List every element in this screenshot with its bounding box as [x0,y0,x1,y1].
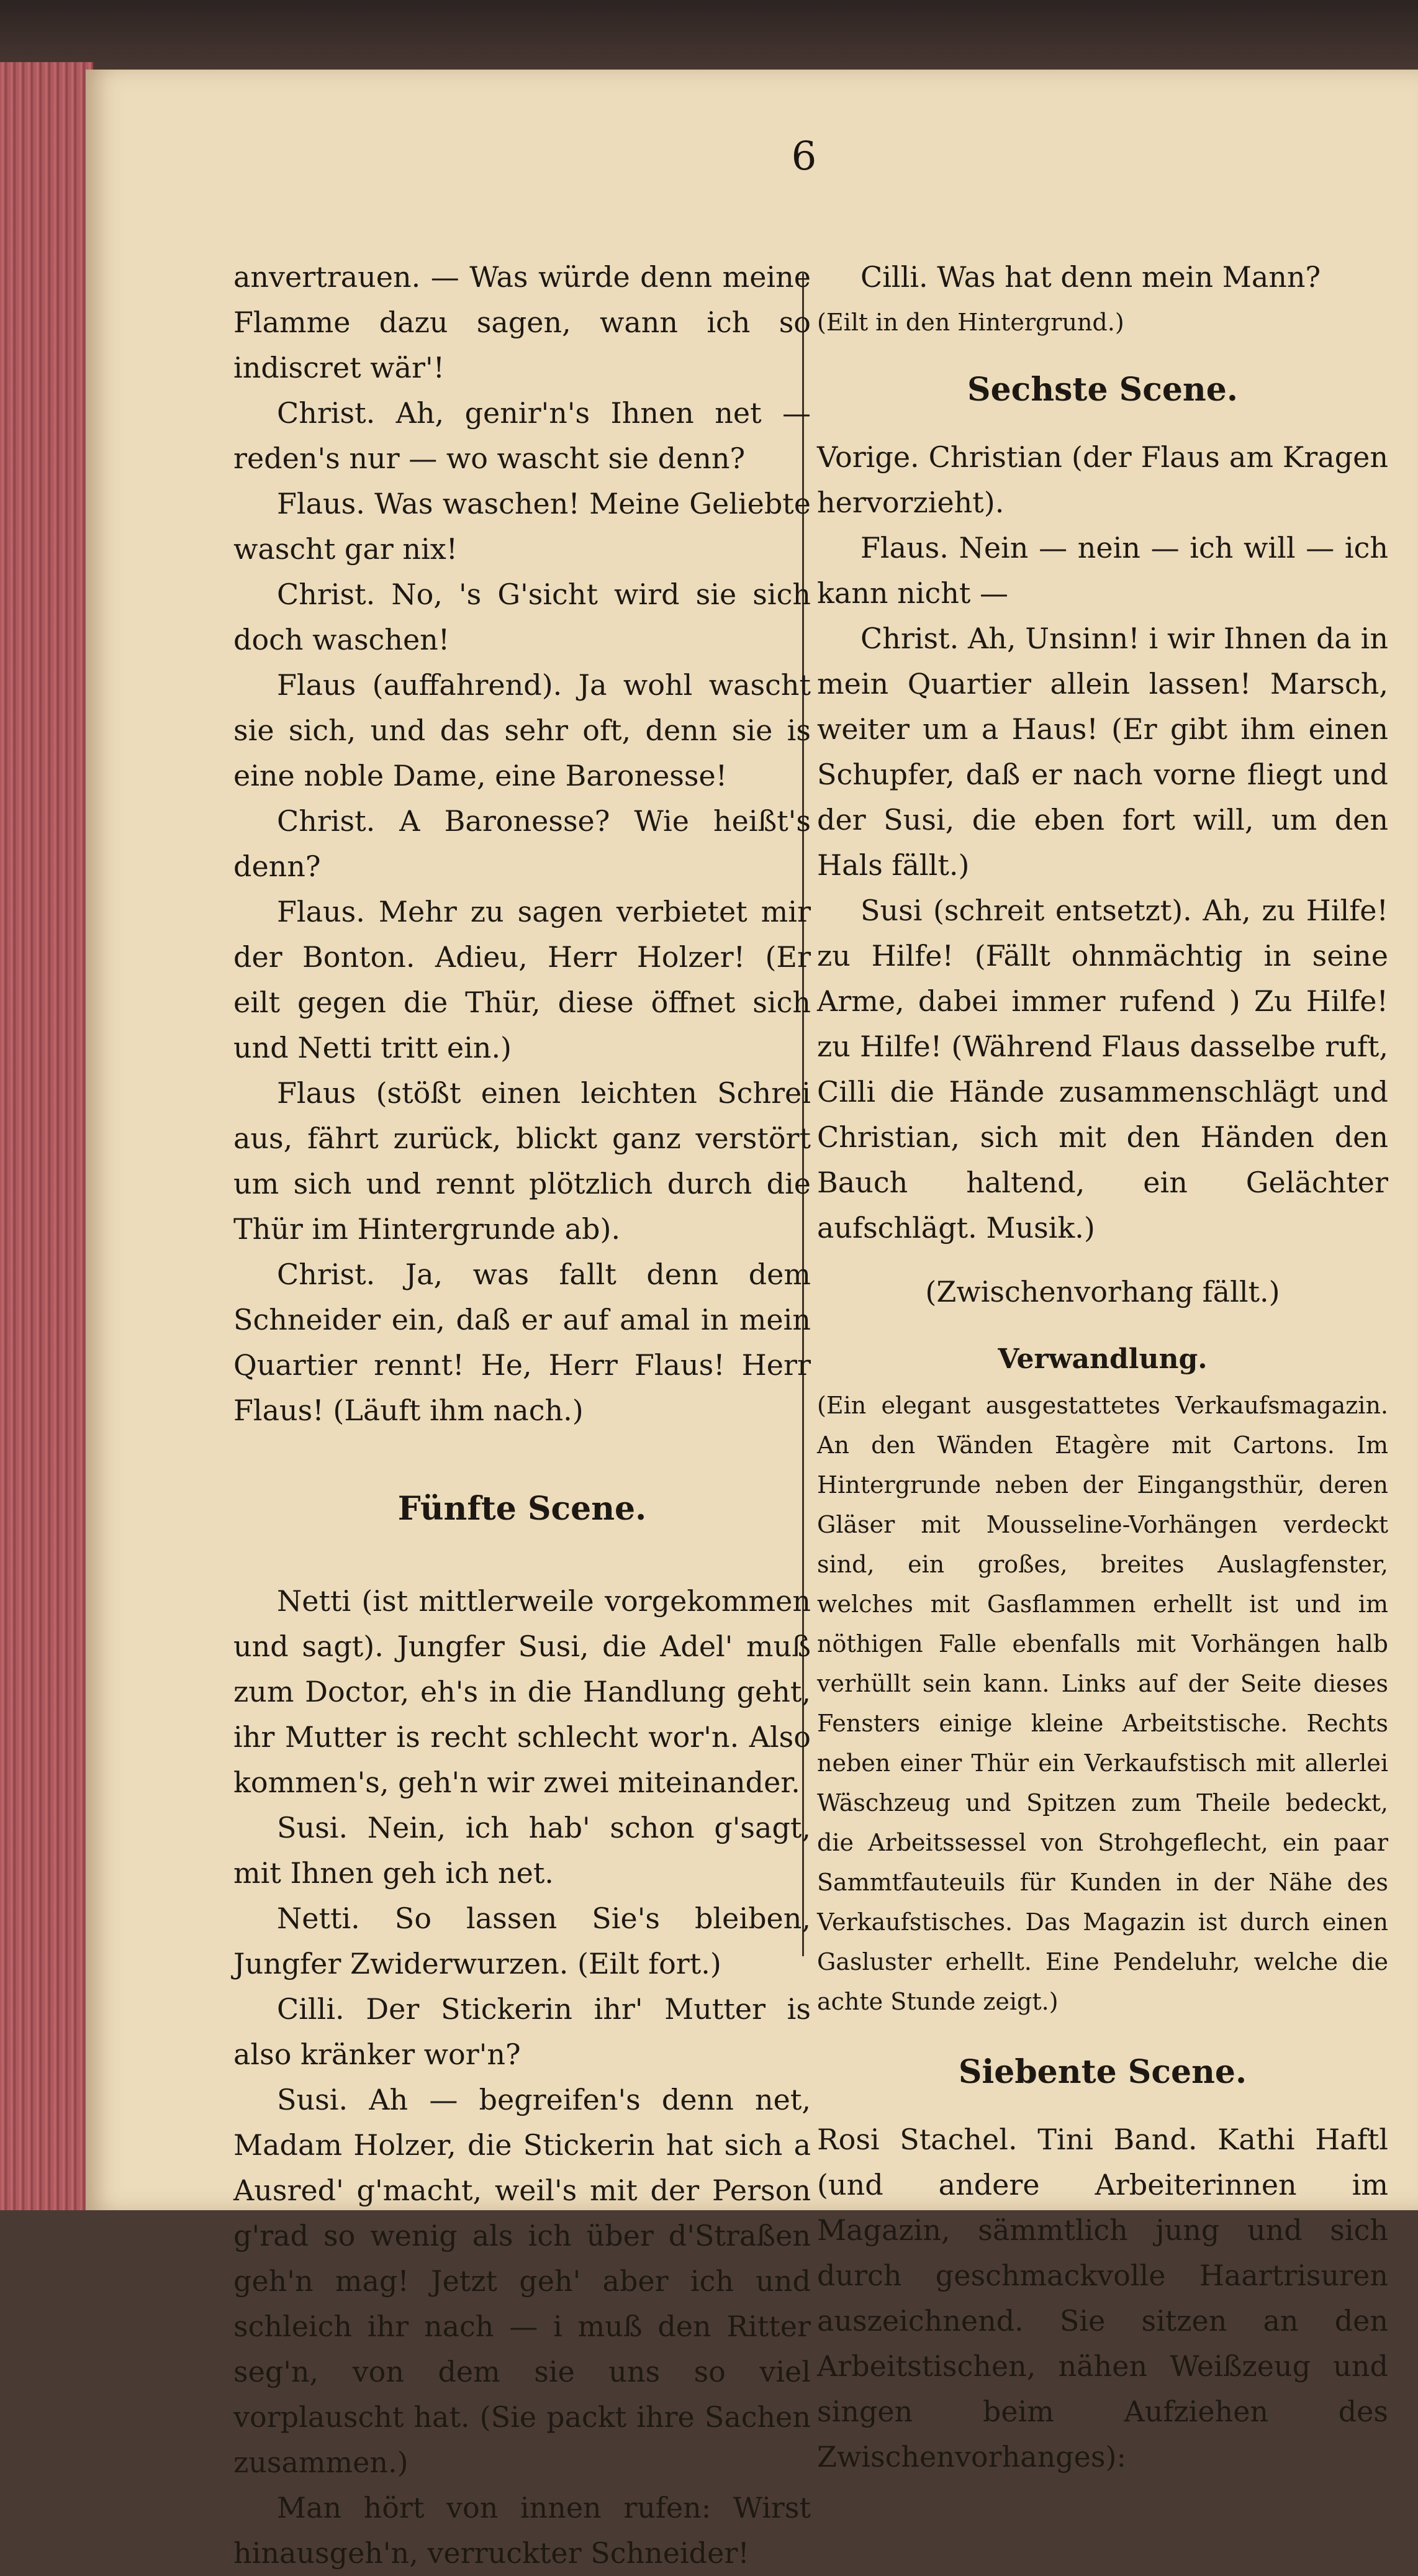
book-edge [0,62,93,2210]
scan-background [0,0,1418,75]
paragraph: Christ. Ja, was fallt denn dem Schneider ein, daß er auf amal in mein Quartier rennt! He, Herr Flaus! Herr Flaus! (Läuft ihm nach.) [233,1258,811,1427]
paragraph: Netti (ist mittlerweile vorgekommen und sagt). Jungfer Susi, die Adel' muß zum Doctor, eh's in die Handlung geht, ihr Mutter is recht schlecht wor'n. Also kommen's, geh'n wir zwei miteinander. [233,1584,811,1799]
paragraph: Flaus. Was waschen! Meine Geliebte wascht gar nix! [233,487,811,566]
paragraph: Cilli. Was hat denn mein Mann? [860,260,1321,294]
paragraph: Cilli. Der Stickerin ihr' Mutter is also kränker wor'n? [233,1992,811,2071]
paragraph: Susi (schreit entsetzt). Ah, zu Hilfe! zu Hilfe! (Fällt ohnmächtig in seine Arme, dabei immer rufend ) Zu Hilfe! zu Hilfe! (Während Flaus dasselbe ruft, Cilli die Hände zusammenschlägt und Christian, sich mit den Händen den Bauch haltend, ein Gelächter aufschlägt. Musik.) [817,894,1388,1245]
paragraph: Christ. A Baronesse? Wie heißt's denn? [233,804,811,883]
paragraph: Susi. Nein, ich hab' schon g'sagt, mit Ihnen geh ich net. [233,1811,811,1890]
stage-description: (Ein elegant ausgestattetes Verkaufsmagazin. An den Wänden Etagère mit Cartons. Im Hintergrunde neben der Eingangsthür, deren Gläser mit Mousseline-Vorhängen verdeckt sind, ein großes, breites Auslagfenster, welches mit Gasflammen erhellt ist und im nöthigen Falle ebenfalls mit Vorhängen halb verhüllt sein kann. Links auf der Seite dieses Fensters einige kleine Arbeitstische. Rechts neben einer Thür ein Verkaufstisch mit allerlei Wäschzeug und Spitzen zum Theile bedeckt, die Arbeitssessel von Strohgeflecht, ein paar Sammtfauteuils für Kunden in der Nähe des Verkaufstisches. Das Magazin ist durch einen Gasluster erhellt. Eine Pendeluhr, welche die achte Stunde zeigt.) [817,1392,1388,2015]
paragraph: Christ. Ah, Unsinn! i wir Ihnen da in mein Quartier allein lassen! Marsch, weiter um a Haus! (Er gibt ihm einen Schupfer, daß er nach vorne fliegt und der Susi, die eben fort will, um den Hals fällt.) [817,622,1388,882]
paragraph: Flaus (stößt einen leichten Schrei aus, fährt zurück, blickt ganz verstört um sich und rennt plötzlich durch die Thür im Hintergrunde ab). [233,1076,811,1246]
paragraph: Man hört von innen rufen: Wirst hinausgeh'n, verruckter Schneider! [233,2491,811,2570]
paragraph: anvertrauen. — Was würde denn meine Flamme dazu sagen, wann ich so indiscret wär'! [233,260,811,384]
scene-heading-6: Sechste Scene. [967,371,1238,409]
paragraph: Susi. Ah — begreifen's denn net, Madam Holzer, die Stickerin hat sich a Ausred' g'macht, weil's mit der Person g'rad so wenig als ich über d'Straßen geh'n mag! Jetzt geh' aber ich und schleich ihr nach — i muß den Ritter seg'n, von dem sie uns so viel vorplauscht hat. (Sie packt ihre Sachen zusammen.) [233,2083,811,2479]
paragraph: Flaus. Nein — nein — ich will — ich kann nicht — [817,531,1388,610]
paragraph: Flaus. Mehr zu sagen verbietet mir der Bonton. Adieu, Herr Holzer! (Er eilt gegen die Thür, diese öffnet sich und Netti tritt ein.) [233,895,811,1064]
cast-list: Rosi Stachel. Tini Band. Kathi Haftl (und andere Arbeiterinnen im Magazin, sämmtlich jung und sich durch geschmackvolle Haartrisuren auszeichnend. Sie sitzen an den Arbeitstischen, nähen Weißzeug und singen beim Aufziehen des Zwischenvorhanges): [817,2123,1388,2474]
scene-heading-7: Siebente Scene. [958,2053,1247,2091]
right-column [817,255,1388,2480]
page-number: 6 [791,134,817,179]
curtain-direction: (Zwischenvorhang fällt.) [925,1275,1280,1308]
scene-heading-5: Fünfte Scene. [397,1490,647,1528]
stage-direction: (Eilt in den Hintergrund.) [817,309,1124,336]
transformation-heading: Verwandlung. [998,1343,1208,1375]
paragraph: Christ. Ah, genir'n's Ihnen net — reden's nur — wo wascht sie denn? [233,396,811,475]
paragraph: Netti. So lassen Sie's bleiben, Jungfer Zwiderwurzen. (Eilt fort.) [233,1902,811,1980]
left-column [233,255,811,2576]
paragraph: Christ. No, 's G'sicht wird sie sich doch waschen! [233,578,811,656]
paragraph: Flaus (auffahrend). Ja wohl wascht sie sich, und das sehr oft, denn sie is eine noble Dame, eine Baronesse! [233,668,811,792]
cast-list: Vorige. Christian (der Flaus am Kragen hervorzieht). [817,440,1388,519]
